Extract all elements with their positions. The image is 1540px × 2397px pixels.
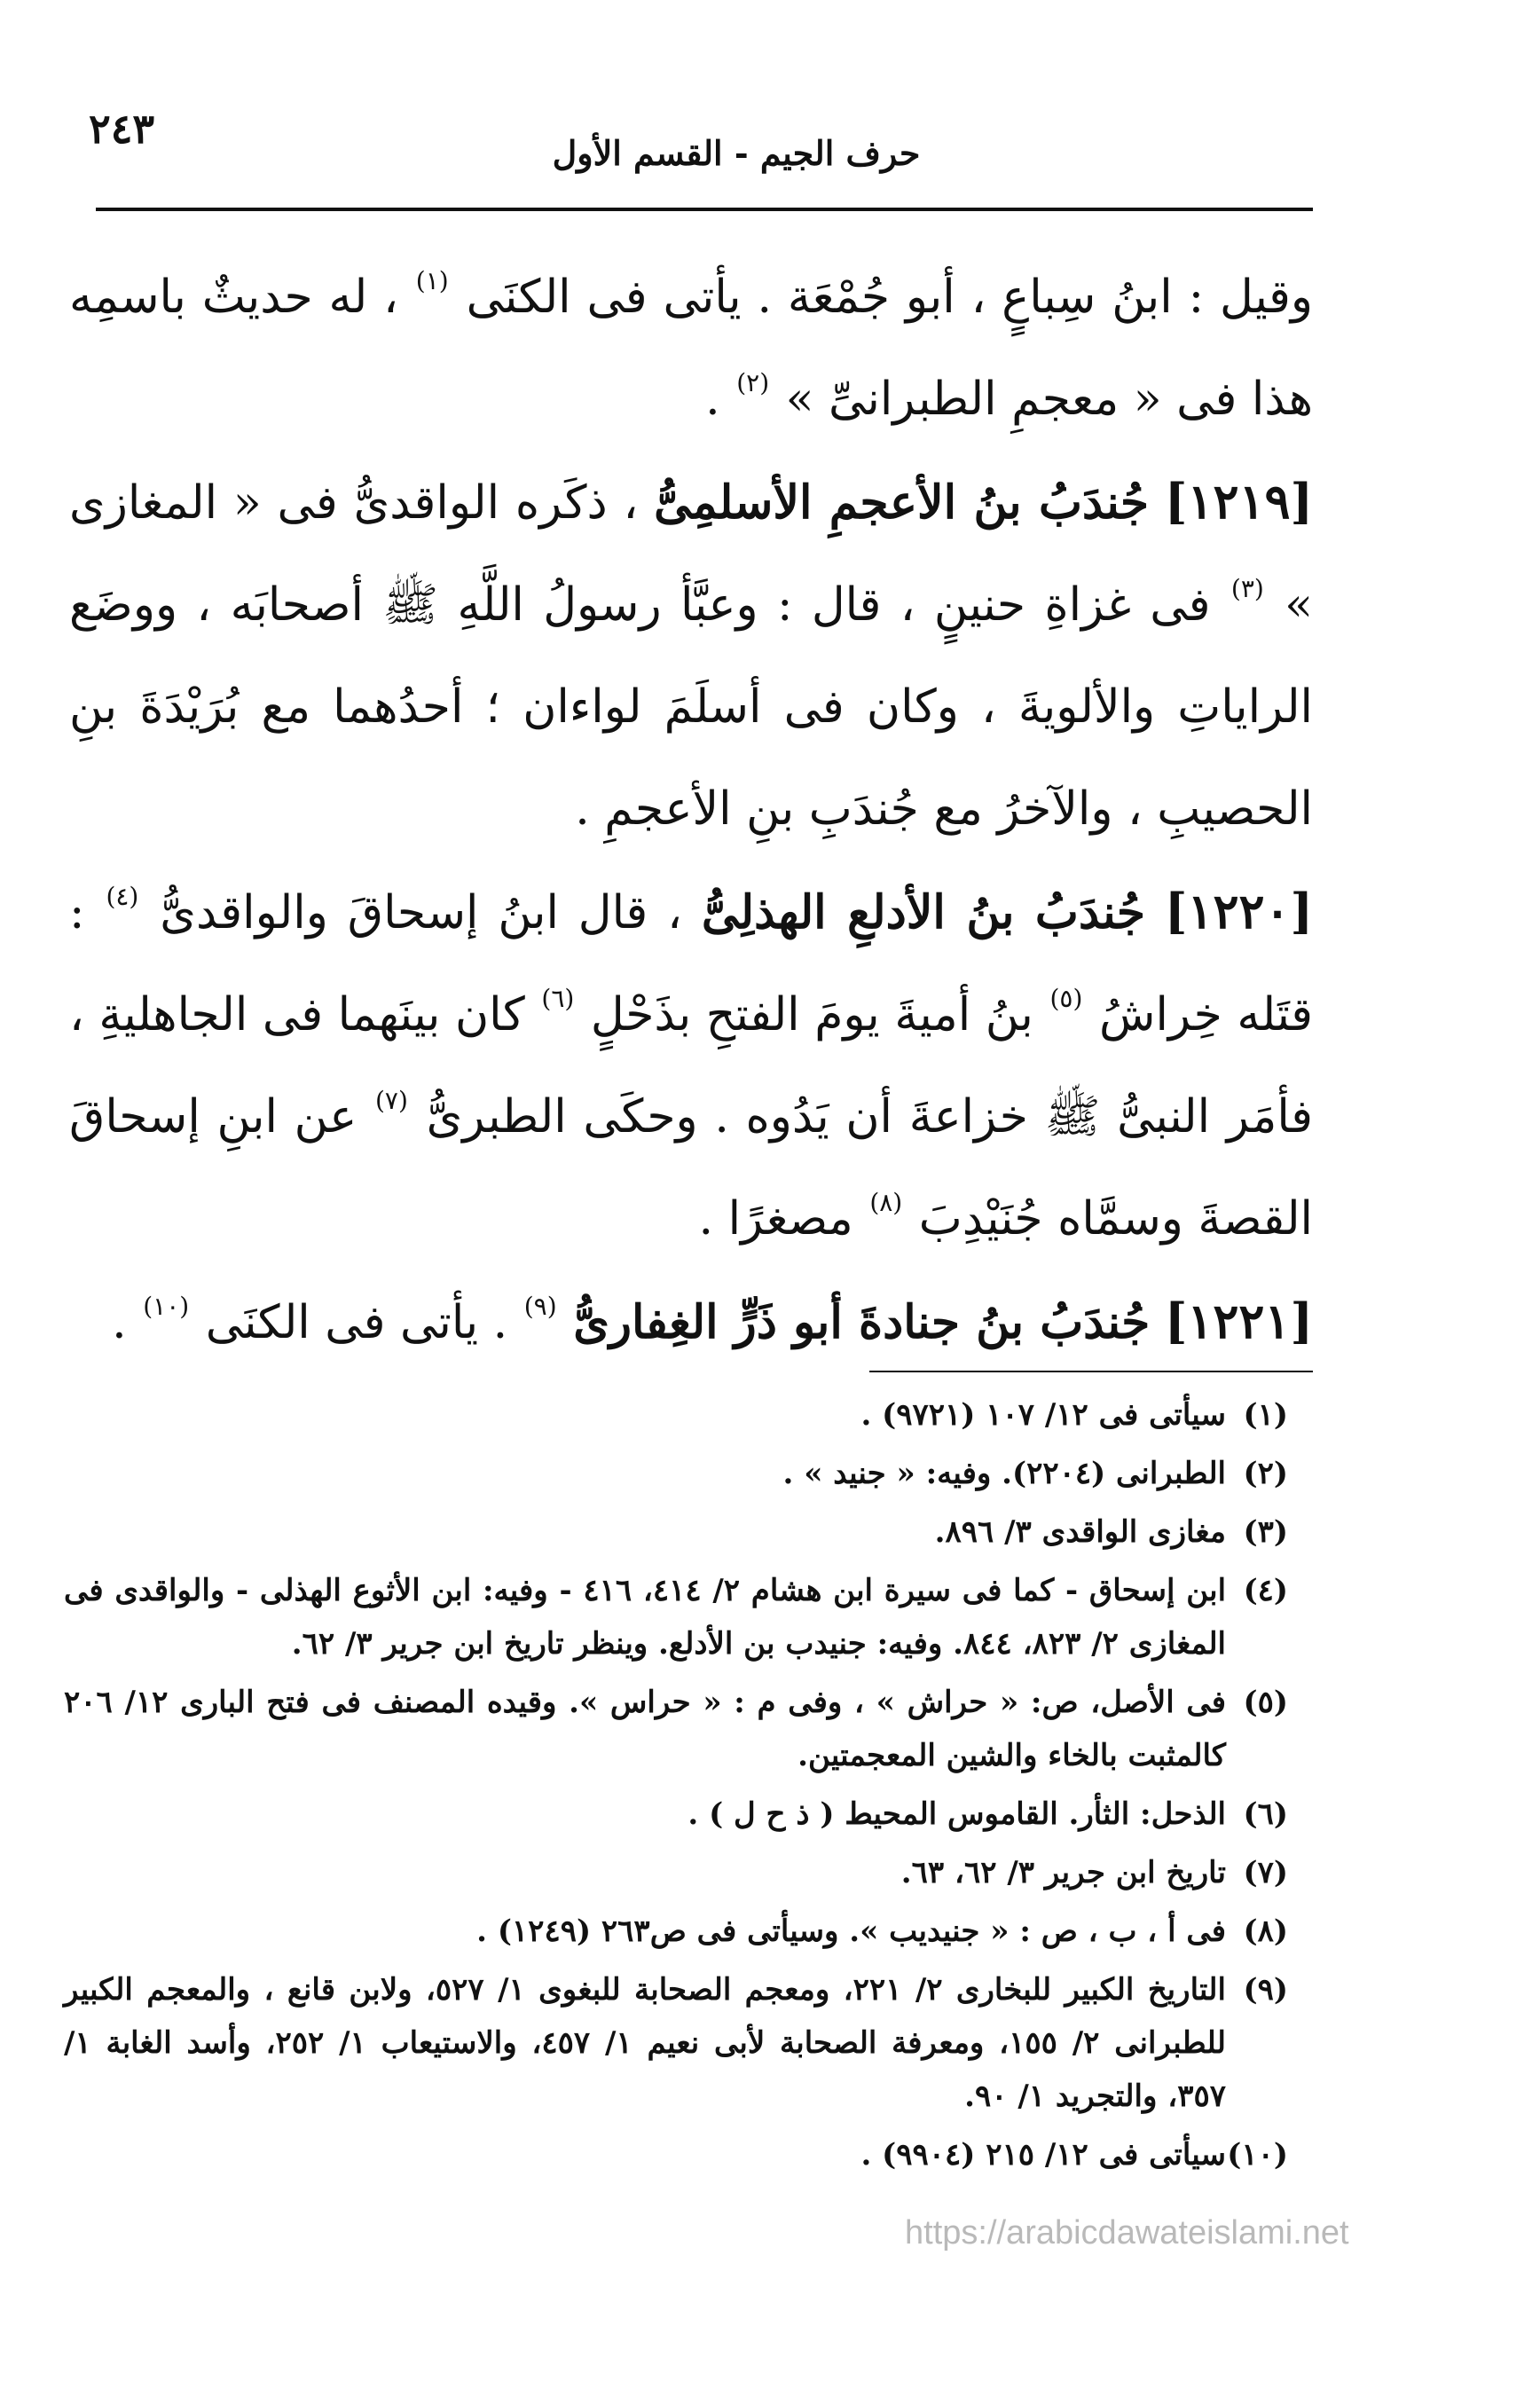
entry-1221 xyxy=(69,1270,1313,1374)
entry-text: فى غزاةِ حنينٍ ، قال : وعبَّأ رسولُ اللَّهِ ﷺ أصحابَه ، ووضَع الراياتِ والألويةَ ، وكان فى أسلَمَ لواءان ؛ أحدُهما مع بُرَيْدَةَ بنِ الحصيبِ ، والآخرُ مع جُندَبِ بنِ الأعجمِ . xyxy=(69,578,1313,836)
footnote xyxy=(64,2128,1288,2181)
footnote-ref: (٩) xyxy=(523,1292,557,1321)
footnote xyxy=(64,1905,1288,1958)
footnote-mark: (١٠) xyxy=(1227,2137,1288,2173)
footnotes xyxy=(64,1388,1288,2187)
footnote-ref: (١) xyxy=(415,266,449,295)
intro-text: ، له حديثٌ باسمِه هذا فى « معجمِ الطبرانىِّ » xyxy=(69,271,1313,426)
footnote xyxy=(64,1846,1288,1899)
footnote-mark: (٢) xyxy=(1243,1456,1288,1491)
entry-number: [١٢٢٠] xyxy=(1164,883,1314,939)
entry-name: جُندَبُ بنُ جنادةَ أبو ذَرٍّ الغِفارىُّ xyxy=(573,1295,1151,1349)
footnote-ref: (١٠) xyxy=(143,1292,190,1321)
entry-name: جُندَبُ بنُ الأعجمِ الأسلمِىُّ xyxy=(654,475,1150,530)
header-rule xyxy=(96,208,1313,211)
entry-text: بنُ أميةَ يومَ الفتحِ بذَحْلٍ xyxy=(590,988,1033,1041)
footnote-text: تاريخ ابن جرير ٣/ ٦٢، ٦٣. xyxy=(900,1855,1226,1890)
footnote xyxy=(64,1788,1288,1841)
entry-text: . xyxy=(112,1296,127,1349)
footnote xyxy=(64,1447,1288,1500)
footnote xyxy=(64,1505,1288,1559)
entry-text: مصغرًا . xyxy=(698,1192,853,1246)
intro-text: . xyxy=(705,373,720,426)
footnote-ref: (٦) xyxy=(541,984,575,1013)
entry-1219 xyxy=(69,451,1313,861)
main-text xyxy=(69,247,1313,1374)
footnote xyxy=(64,1388,1288,1442)
footnote-text: الذحل: الثأر. القاموس المحيط ( ذ ح ل ) . xyxy=(688,1796,1226,1832)
entry-number: [١٢١٩] xyxy=(1164,473,1314,530)
entry-text: ، ذكَره الواقدىُّ فى « المغازى » xyxy=(69,476,1313,632)
footnote-ref: (٢) xyxy=(736,368,770,397)
entry-number: [١٢٢١] xyxy=(1164,1293,1313,1349)
entry-text: كان بينَهما فى الجاهليةِ ، فأمَر النبىُّ ﷺ خزاعةَ أن يَدُوه . وحكَى الطبرىُّ xyxy=(69,988,1314,1143)
page-header xyxy=(89,105,1313,185)
footnote-mark: (١) xyxy=(1243,1397,1288,1433)
page-number: ٢٤٣ xyxy=(89,105,155,153)
footnote xyxy=(64,1564,1288,1670)
footnote-rule xyxy=(869,1371,1313,1372)
footnote-mark: (٥) xyxy=(1243,1685,1288,1720)
footnote-mark: (٦) xyxy=(1243,1796,1288,1832)
entry-text: : قتَله خِراشُ xyxy=(69,886,1313,1041)
footnote-ref: (٥) xyxy=(1049,984,1083,1013)
footnote-text: فى الأصل، ص: « حراش » ، وفى م : « حراس ». وقيده المصنف فى فتح البارى ١٢/ ٢٠٦ كالمثبت بالخاء والشين المعجمتين. xyxy=(64,1685,1226,1773)
footnote-mark: (٤) xyxy=(1243,1573,1289,1608)
footnote-text: سيأتى فى ١٢/ ٢١٥ (٩٩٠٤) . xyxy=(860,2137,1226,2173)
footnote-mark: (٣) xyxy=(1243,1514,1288,1550)
footnote-ref: (٧) xyxy=(374,1086,408,1115)
entry-name: جُندَبُ بنُ الأدلعِ الهذلِىُّ xyxy=(701,885,1145,939)
entry-text: . يأتى فى الكنَى xyxy=(205,1296,508,1349)
footnote xyxy=(64,1963,1288,2123)
footnote-text: فى أ ، ب ، ص : « جنيديب ». وسيأتى فى ص٢٦٣ (١٢٤٩) . xyxy=(476,1914,1226,1949)
intro-paragraph xyxy=(69,247,1313,451)
footnote-ref: (٨) xyxy=(869,1188,903,1217)
footnote-mark: (٧) xyxy=(1243,1855,1288,1890)
entry-text: عن ابنِ إسحاقَ القصةَ وسمَّاه جُنَيْدِبَ xyxy=(69,1090,1313,1246)
footnote xyxy=(64,1676,1288,1782)
footnote-mark: (٨) xyxy=(1243,1914,1288,1949)
footnote-text: الطبرانى (٢٢٠٤). وفيه: « جنيد » . xyxy=(782,1456,1226,1491)
footnote-mark: (٩) xyxy=(1243,1972,1288,2008)
footnote-text: سيأتى فى ١٢/ ١٠٧ (٩٧٢١) . xyxy=(860,1397,1226,1433)
entry-1220 xyxy=(69,861,1313,1270)
footnote-ref: (٣) xyxy=(1230,574,1264,603)
footnote-text: ابن إسحاق - كما فى سيرة ابن هشام ٢/ ٤١٤، ٤١٦ - وفيه: ابن الأثوع الهذلى - والواقدى فى المغازى ٢/ ٨٢٣، ٨٤٤. وفيه: جنيدب بن الأدلع. وينظر تاريخ ابن جرير ٣/ ٦٢. xyxy=(64,1573,1227,1662)
footnote-ref: (٤) xyxy=(106,882,139,911)
running-title: حرف الجيم - القسم الأول xyxy=(552,133,921,173)
footnote-text: التاريخ الكبير للبخارى ٢/ ٢٢١، ومعجم الصحابة للبغوى ١/ ٥٢٧، ولابن قانع ، والمعجم الكبير للطبرانى ٢/ ١٥٥، ومعرفة الصحابة لأبى نعيم ١/ ٤٥٧، والاستيعاب ١/ ٢٥٢، وأسد الغابة ١/ ٣٥٧، والتجريد ١/ ٩٠. xyxy=(64,1972,1226,2114)
intro-text: وقيل : ابنُ سِباعٍ ، أبو جُمْعَة . يأتى فى الكنَى xyxy=(466,271,1314,324)
footnote-text: مغازى الواقدى ٣/ ٨٩٦. xyxy=(934,1514,1226,1550)
watermark-url: https://arabicdawateislami.net xyxy=(905,2214,1349,2252)
entry-text: ، قال ابنُ إسحاقَ والواقدىُّ xyxy=(160,886,682,939)
